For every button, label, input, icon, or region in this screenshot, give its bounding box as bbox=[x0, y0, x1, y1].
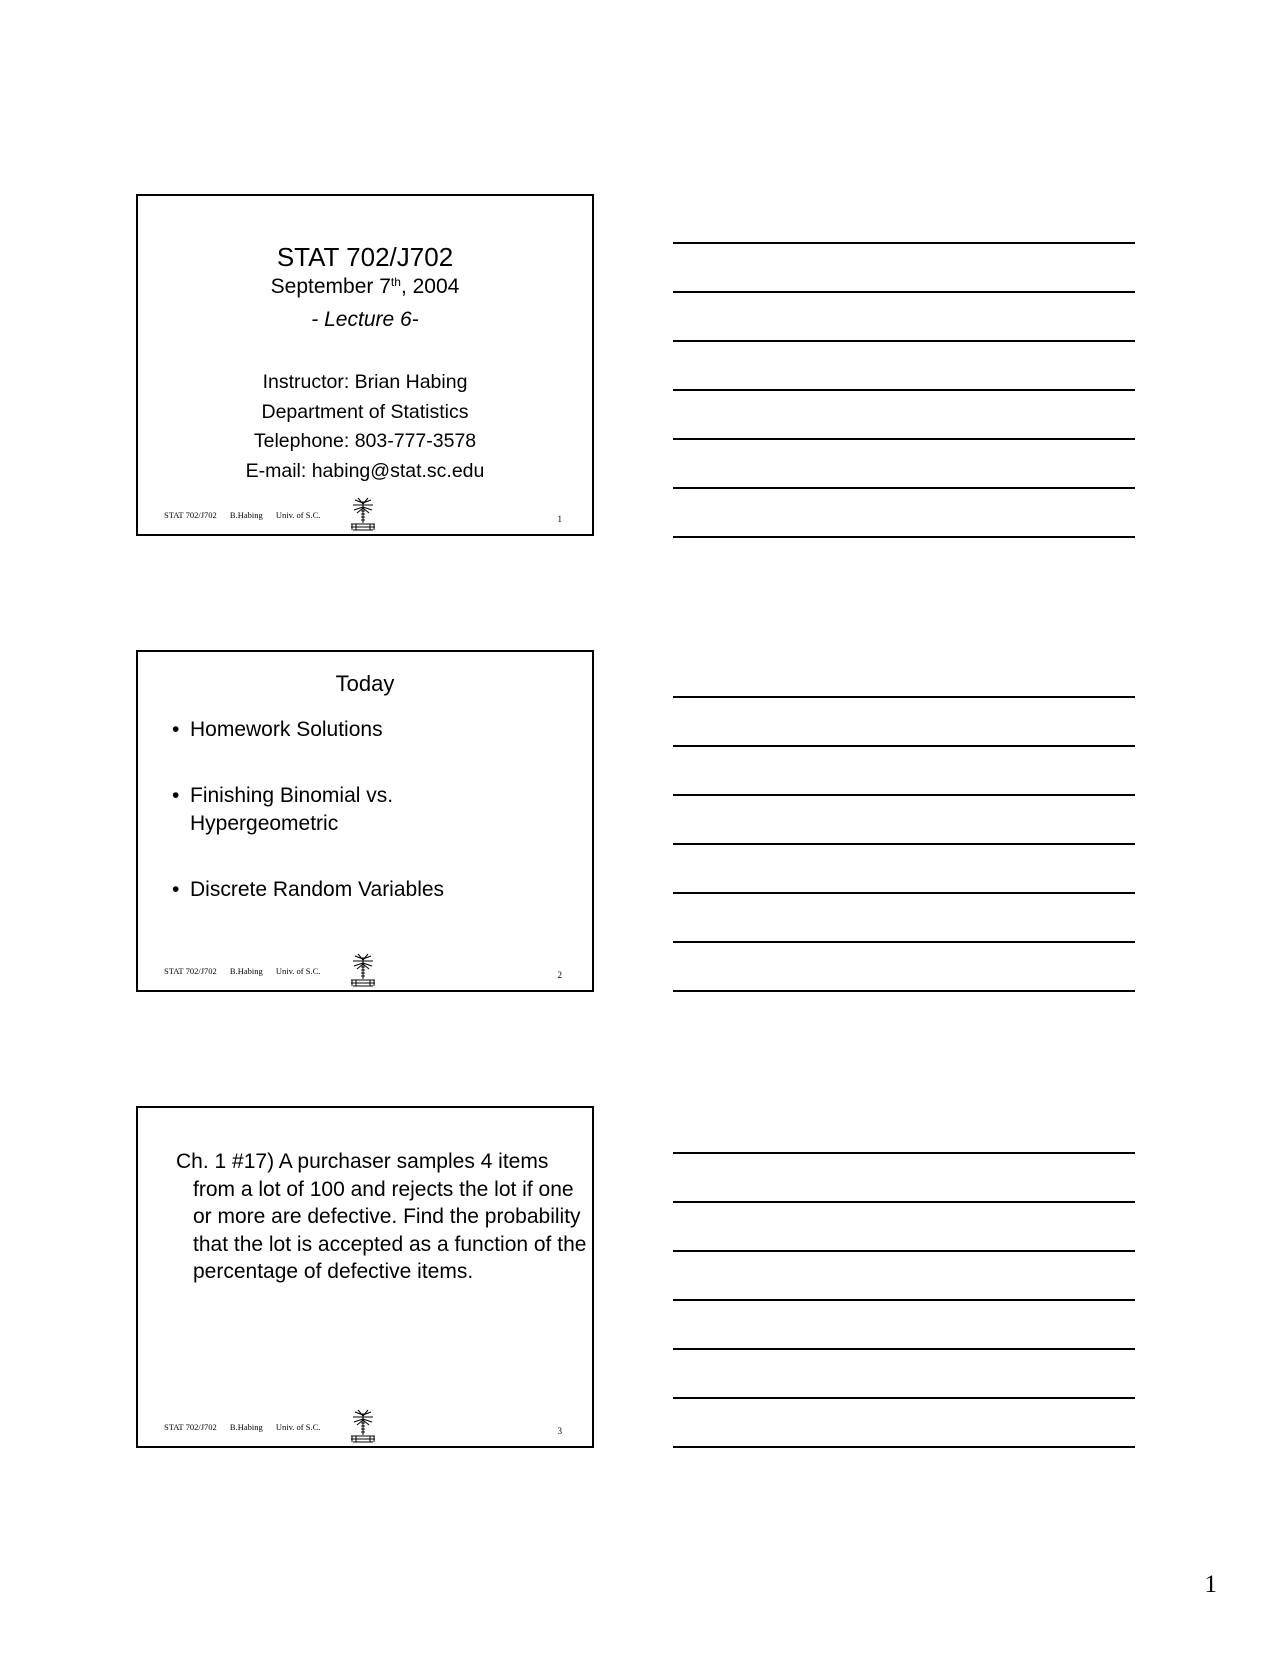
note-line bbox=[673, 1299, 1135, 1301]
note-line bbox=[673, 696, 1135, 698]
note-line bbox=[673, 389, 1135, 391]
slide-number: 3 bbox=[557, 1426, 562, 1436]
slide-footer bbox=[164, 1422, 331, 1432]
footer-course: STAT 702/J702 bbox=[164, 1422, 217, 1432]
instructor-line: Instructor: Brian Habing bbox=[262, 371, 468, 393]
note-line bbox=[673, 843, 1135, 845]
note-line bbox=[673, 1201, 1135, 1203]
telephone-line: Telephone: 803-777-3578 bbox=[253, 430, 477, 452]
lecture-label: - Lecture 6- bbox=[311, 308, 419, 331]
bullet-item: • Homework Solutions bbox=[172, 716, 572, 744]
slide-1 bbox=[136, 194, 594, 536]
note-line bbox=[673, 1397, 1135, 1399]
footer-university: Univ. of S.C. bbox=[275, 966, 321, 976]
date-suffix: , 2004 bbox=[400, 275, 460, 298]
footer-author: B.Habing bbox=[229, 510, 263, 520]
footer-university: Univ. of S.C. bbox=[275, 1422, 321, 1432]
footer-author: B.Habing bbox=[229, 1422, 263, 1432]
department-line: Department of Statistics bbox=[261, 400, 469, 423]
note-line bbox=[673, 745, 1135, 747]
instructor-info bbox=[138, 368, 592, 486]
note-line bbox=[673, 892, 1135, 894]
note-line bbox=[673, 1348, 1135, 1350]
slide-number: 2 bbox=[557, 970, 562, 980]
slide-3 bbox=[136, 1106, 594, 1448]
date-superscript: th bbox=[390, 275, 401, 289]
footer-author: B.Habing bbox=[229, 966, 263, 976]
palmetto-logo-icon bbox=[348, 1409, 378, 1445]
note-line bbox=[673, 487, 1135, 489]
palmetto-logo-icon bbox=[348, 953, 378, 989]
slide-footer bbox=[164, 510, 331, 520]
problem-text: Ch. 1 #17) A purchaser samples 4 items from a lot of 100 and rejects the lot if one or more are defective. Find the probability that the lot is accepted as a function of the percentage of defective items. bbox=[176, 1150, 587, 1284]
footer-course: STAT 702/J702 bbox=[164, 510, 217, 520]
note-line bbox=[673, 1446, 1135, 1448]
note-line bbox=[673, 340, 1135, 342]
slide-date bbox=[138, 274, 592, 300]
date-prefix: September 7 bbox=[270, 275, 391, 298]
note-line bbox=[673, 941, 1135, 943]
bullet-item: • Finishing Binomial vs. Hypergeometric bbox=[172, 782, 430, 838]
note-line bbox=[673, 242, 1135, 244]
note-line bbox=[673, 438, 1135, 440]
footer-university: Univ. of S.C. bbox=[275, 510, 321, 520]
palmetto-logo-icon bbox=[348, 497, 378, 533]
slide-number: 1 bbox=[557, 514, 562, 524]
email-line: E-mail: habing@stat.sc.edu bbox=[245, 459, 485, 482]
note-line bbox=[673, 291, 1135, 293]
note-line bbox=[673, 794, 1135, 796]
note-line bbox=[673, 536, 1135, 538]
slide-title: Today bbox=[335, 671, 395, 696]
slide-2 bbox=[136, 650, 594, 992]
footer-course: STAT 702/J702 bbox=[164, 966, 217, 976]
note-line bbox=[673, 1152, 1135, 1154]
slide-footer bbox=[164, 966, 331, 976]
note-line bbox=[673, 1250, 1135, 1252]
bullet-list bbox=[172, 716, 572, 942]
page-number: 1 bbox=[1204, 1571, 1217, 1598]
note-line bbox=[673, 990, 1135, 992]
bullet-item: • Discrete Random Variables bbox=[172, 876, 572, 904]
slide-title: STAT 702/J702 bbox=[276, 242, 454, 272]
